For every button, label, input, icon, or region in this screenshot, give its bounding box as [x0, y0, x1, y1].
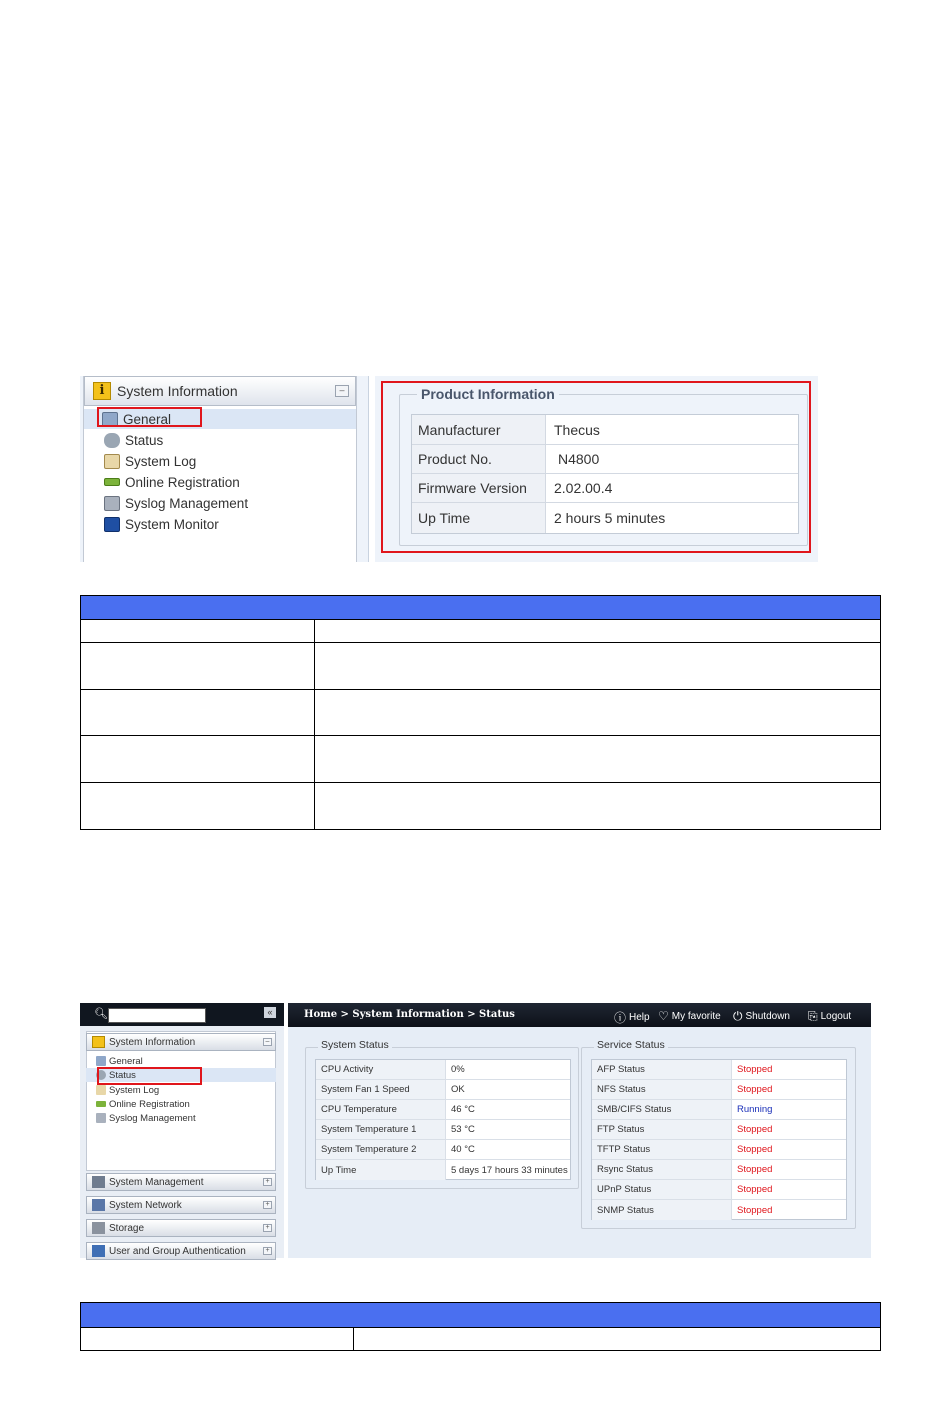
system-status-table	[315, 1059, 571, 1180]
row-key: NFS Status	[592, 1080, 732, 1099]
row-key: UPnP Status	[592, 1180, 732, 1199]
sidebar-item-system-log[interactable]	[84, 451, 356, 471]
row-value: 5 days 17 hours 33 minutes	[451, 1164, 568, 1176]
table-row	[592, 1120, 846, 1140]
table-header	[81, 1303, 881, 1328]
shutdown-label: Shutdown	[745, 1011, 790, 1022]
monitor-icon	[104, 517, 120, 532]
expand-icon[interactable]: +	[263, 1224, 272, 1232]
syslog-icon	[104, 496, 120, 511]
shutdown-button[interactable]	[733, 1009, 790, 1024]
users-icon	[92, 1245, 105, 1257]
section-storage[interactable]	[86, 1219, 276, 1237]
row-value: 2.02.00.4	[546, 474, 612, 502]
table-row	[592, 1160, 846, 1180]
status-value: Stopped	[737, 1064, 773, 1075]
section-label: System Management	[109, 1176, 204, 1188]
status-description-table	[80, 1302, 881, 1351]
sidebar-item-general[interactable]	[86, 1054, 276, 1068]
online-registration-icon	[104, 478, 120, 486]
search-icon: 🔍︎	[94, 1008, 108, 1020]
tools-icon	[92, 1176, 105, 1188]
status-value: Stopped	[737, 1084, 773, 1095]
help-button[interactable]	[614, 1009, 650, 1026]
table-row	[316, 1120, 570, 1140]
favorite-button[interactable]	[658, 1009, 721, 1023]
row-key: TFTP Status	[592, 1140, 732, 1159]
sidebar-item-online-registration[interactable]	[86, 1097, 276, 1111]
general-icon	[96, 1056, 106, 1066]
breadcrumb: Home > System Information > Status	[304, 1009, 515, 1020]
service-status-legend: Service Status	[594, 1039, 668, 1051]
storage-icon	[92, 1222, 105, 1234]
sidebar-item-label: System Monitor	[125, 516, 219, 532]
sidebar-item-syslog-management[interactable]	[86, 1111, 276, 1125]
shot2-main-panel	[288, 1003, 871, 1258]
sidebar-item-label: System Log	[109, 1084, 160, 1096]
row-value: 53 °C	[451, 1124, 475, 1135]
row-key: Up Time	[316, 1160, 446, 1180]
table-row	[316, 1140, 570, 1160]
section-label: Storage	[109, 1222, 145, 1234]
sidebar-item-syslog-management[interactable]	[84, 493, 356, 513]
row-value: Thecus	[546, 415, 600, 444]
row-key: FTP Status	[592, 1120, 732, 1139]
row-value: 40 °C	[451, 1144, 475, 1155]
row-value: 2 hours 5 minutes	[546, 503, 665, 533]
status-value: Stopped	[737, 1164, 773, 1175]
section-label: System Information	[109, 1036, 196, 1048]
row-key: Rsync Status	[592, 1160, 732, 1179]
power-icon: ⏻	[733, 1009, 743, 1023]
table-row	[592, 1060, 846, 1080]
status-value: Running	[737, 1104, 773, 1115]
sidebar-item-label: Online Registration	[125, 474, 240, 490]
expand-icon[interactable]: +	[263, 1178, 272, 1186]
row-key: CPU Temperature	[316, 1100, 446, 1119]
service-status-table	[591, 1059, 847, 1220]
section-label: User and Group Authentication	[109, 1245, 246, 1257]
row-key: Up Time	[412, 503, 546, 533]
row-key: Firmware Version	[412, 474, 546, 502]
row-key: System Fan 1 Speed	[316, 1080, 446, 1099]
table-row	[316, 1100, 570, 1120]
system-information-label: System Information	[117, 383, 238, 399]
section-label: System Network	[109, 1199, 182, 1211]
table-row	[592, 1100, 846, 1120]
sidebar-item-system-monitor[interactable]	[84, 514, 356, 534]
syslog-icon	[96, 1113, 106, 1123]
system-status-legend: System Status	[318, 1039, 392, 1051]
highlight-status	[97, 1067, 202, 1085]
status-value: Stopped	[737, 1144, 773, 1155]
table-row	[81, 643, 881, 690]
network-icon	[92, 1199, 105, 1211]
table-row	[592, 1080, 846, 1100]
product-information-legend: Product Information	[417, 386, 559, 402]
row-value: 0%	[451, 1064, 465, 1075]
system-log-icon	[104, 454, 120, 469]
sidebar-item-online-registration[interactable]	[84, 472, 356, 492]
info-icon	[92, 1036, 105, 1048]
sidebar-item-label: Syslog Management	[125, 495, 249, 511]
sidebar-panel	[83, 376, 357, 562]
row-key: SNMP Status	[592, 1200, 732, 1220]
row-key: System Temperature 1	[316, 1120, 446, 1139]
row-key: AFP Status	[592, 1060, 732, 1079]
row-key: Manufacturer	[412, 415, 546, 444]
sidebar-search-bar	[80, 1003, 284, 1026]
info-icon: i	[93, 382, 111, 400]
expand-icon[interactable]: +	[263, 1201, 272, 1209]
top-bar	[288, 1003, 871, 1027]
heart-icon: ♡	[658, 1009, 669, 1023]
row-key: SMB/CIFS Status	[592, 1100, 732, 1119]
collapse-icon[interactable]: –	[263, 1038, 272, 1046]
table-row	[316, 1060, 570, 1080]
table-row	[81, 690, 881, 736]
section-system-information[interactable]	[86, 1033, 276, 1051]
expand-icon[interactable]: +	[263, 1247, 272, 1255]
search-input[interactable]	[108, 1008, 206, 1023]
sidebar-item-system-log[interactable]	[86, 1083, 276, 1097]
section-system-network[interactable]	[86, 1196, 276, 1214]
row-value: 46 °C	[451, 1104, 475, 1115]
table-row	[592, 1200, 846, 1220]
sidebar-item-label: Online Registration	[109, 1098, 190, 1110]
table-row	[316, 1080, 570, 1100]
logout-icon: ⎘	[808, 1009, 818, 1023]
highlight-product-information	[381, 381, 811, 553]
status-value: Stopped	[737, 1184, 773, 1195]
help-icon: ⓘ	[614, 1011, 627, 1025]
collapse-icon[interactable]: –	[335, 385, 349, 397]
section-user-group-authentication[interactable]	[86, 1242, 276, 1260]
status-value: Stopped	[737, 1204, 773, 1216]
shot2-sidebar	[80, 1003, 284, 1258]
online-registration-icon	[96, 1101, 106, 1107]
sidebar-item-label: Status	[125, 432, 164, 448]
logout-label: Logout	[820, 1011, 852, 1022]
sidebar-item-label: General	[123, 411, 172, 427]
status-value: Stopped	[737, 1124, 773, 1135]
row-value: N4800	[546, 445, 599, 473]
row-value: OK	[451, 1084, 465, 1095]
table-row	[592, 1180, 846, 1200]
table-row	[81, 736, 881, 783]
table-row	[81, 783, 881, 830]
collapse-sidebar-icon[interactable]: «	[264, 1007, 276, 1018]
sidebar-item-label: General	[109, 1055, 143, 1067]
general-description-table	[80, 595, 881, 830]
highlight-general	[97, 407, 202, 427]
table-row	[316, 1160, 570, 1180]
system-information-header[interactable]	[84, 376, 356, 406]
shot1-sidebar	[80, 376, 369, 562]
status-icon	[104, 433, 120, 448]
table-row	[81, 1328, 881, 1351]
table-row	[81, 620, 881, 643]
system-log-icon	[96, 1085, 106, 1095]
sidebar-item-label: Status	[109, 1069, 136, 1081]
sidebar-item-status[interactable]	[84, 430, 356, 450]
row-key: CPU Activity	[316, 1060, 446, 1079]
section-system-management[interactable]	[86, 1173, 276, 1191]
favorite-label: My favorite	[671, 1010, 721, 1022]
table-header	[81, 596, 881, 620]
row-key: Product No.	[412, 445, 546, 473]
row-key: System Temperature 2	[316, 1140, 446, 1159]
sidebar-item-label: System Log	[125, 453, 197, 469]
sidebar-item-label: Syslog Management	[109, 1112, 196, 1124]
logout-button[interactable]	[808, 1009, 851, 1024]
table-row	[592, 1140, 846, 1160]
help-label: Help	[629, 1012, 650, 1023]
